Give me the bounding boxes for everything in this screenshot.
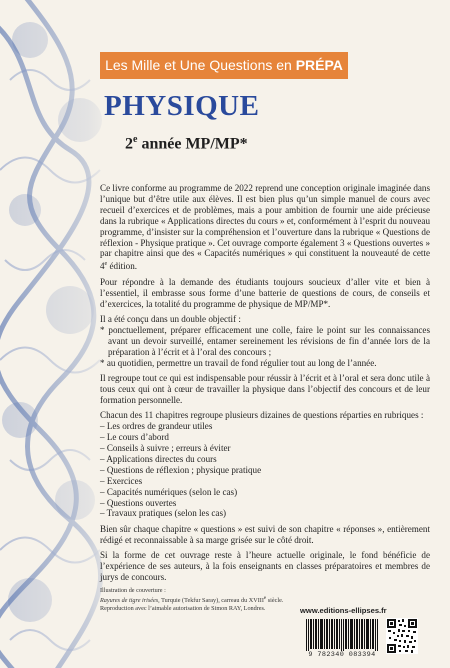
rubric-item: – Exercices (100, 475, 143, 486)
paragraph-authors: Si la forme de cet ouvrage reste à l’heure actuelle originale, le fond bénéficie de l’expérience de ses auteurs, à la fois enseignants en classes préparatoires et membres de jurys de concours. (100, 550, 430, 582)
paragraph-intro-sup: e (104, 261, 108, 268)
rubric-item: – Applications directes du cours (100, 453, 217, 464)
credits-line-3: Reproduction avec l’aimable autorisation de Simon RAY, Londres. (100, 604, 266, 612)
objective-item: * ponctuellement, préparer efficacement une colle, faire le point sur les connaissances avant un devoir surveillé, entamer sereinement les révisions de fin d’année lors de la préparation à l’écrit et à l’oral des concours ; (100, 324, 430, 357)
credits-line-1: Illustration de couverture : (100, 587, 166, 594)
illustration-credits (100, 587, 300, 612)
rubric-item: – Les ordres de grandeur utiles (100, 421, 213, 432)
paragraph-intro (100, 183, 430, 272)
back-cover-text (100, 183, 430, 587)
paragraph-objectives-intro: Il a été conçu dans un double objectif : (100, 314, 241, 324)
objective-item: * au quotidien, permettre un travail de fond régulier tout au long de l’année. (100, 357, 377, 368)
credits-artwork-title: Rayures de tigre irisées (100, 596, 159, 604)
book-subtitle (125, 134, 248, 153)
series-banner (100, 52, 348, 79)
subtitle-superscript: e (133, 134, 138, 145)
qr-code-icon[interactable] (386, 618, 418, 654)
credits-century-end: siècle. (266, 596, 284, 604)
paragraph-answers: Bien sûr chaque chapitre « questions » est suivi de son chapitre « réponses », entièrement rédigé et reconnaissable à sa marge grisée sur le côté droit. (100, 523, 430, 545)
paragraph-purpose: Pour répondre à la demande des étudiants toujours soucieux d’aller vite et bien à l’essentiel, il embrasse sous forme d’une batterie de questions de cours, de conseils et d’exercices, la totalité du programme de physique de MP/MP*. (100, 276, 430, 309)
rubric-item: – Questions de réflexion ; physique pratique (100, 464, 262, 475)
rubric-item: – Capacités numériques (selon le cas) (100, 486, 238, 497)
subtitle-text: année MP/MP* (137, 135, 248, 153)
paragraph-intro-text: Ce livre conforme au programme de 2022 reprend une conception originale imaginée dans l’unique but d’être utile aux élèves. Il est bien plus qu’un simple manuel de cours avec recueil d’exercices et de problèmes, mais a pour ambition de fournir une aide précieuse dans la rubrique « Applications directes du cours » et, conformément à l’esprit du nouveau programme, d’insister sur la compréhension et l’ouverture dans la rubrique « Questions de réflexion - Physique pratique ». Cet ouvrage comporte également 3 « Questions ouvertes » par chapitre ainsi que des « Capacités numériques » qui constituent la nouveauté de cette 4 (100, 183, 430, 272)
series-label: Les Mille et Une Questions en (105, 57, 292, 73)
credits-origin: , Turquie (Tekfur Saray), carreau du XVIII (158, 596, 264, 604)
credits-century-sup: e (263, 594, 267, 601)
publisher-website[interactable]: www.editions-ellipses.fr (300, 606, 387, 615)
rubric-item: – Le cours d’abord (100, 432, 169, 443)
rubric-item: – Travaux pratiques (selon les cas) (100, 508, 227, 519)
paragraph-chapters-intro: Chacun des 11 chapitres regroupe plusieurs dizaines de questions réparties en rubriques : (100, 410, 424, 421)
book-title: PHYSIQUE (104, 90, 260, 122)
rubric-item: – Questions ouvertes (100, 497, 177, 508)
objectives-list (100, 325, 430, 369)
barcode-digits: 9 782340 083394 (308, 651, 376, 659)
rubric-item: – Conseils à suivre ; erreurs à éviter (100, 442, 231, 453)
subtitle-number: 2 (125, 135, 133, 153)
paragraph-intro-end: édition. (107, 261, 138, 272)
series-label-bold: PRÉPA (295, 57, 343, 73)
credits-line-2 (100, 595, 300, 605)
paragraph-summary: Il regroupe tout ce qui est indispensable pour réussir à l’écrit et à l’oral et sera donc utile à tous ceux qui ont à cœur de travailler la physique dans l’objectif des concours et de leur formation personnelle. (100, 373, 430, 405)
rubrics-list (100, 421, 430, 519)
